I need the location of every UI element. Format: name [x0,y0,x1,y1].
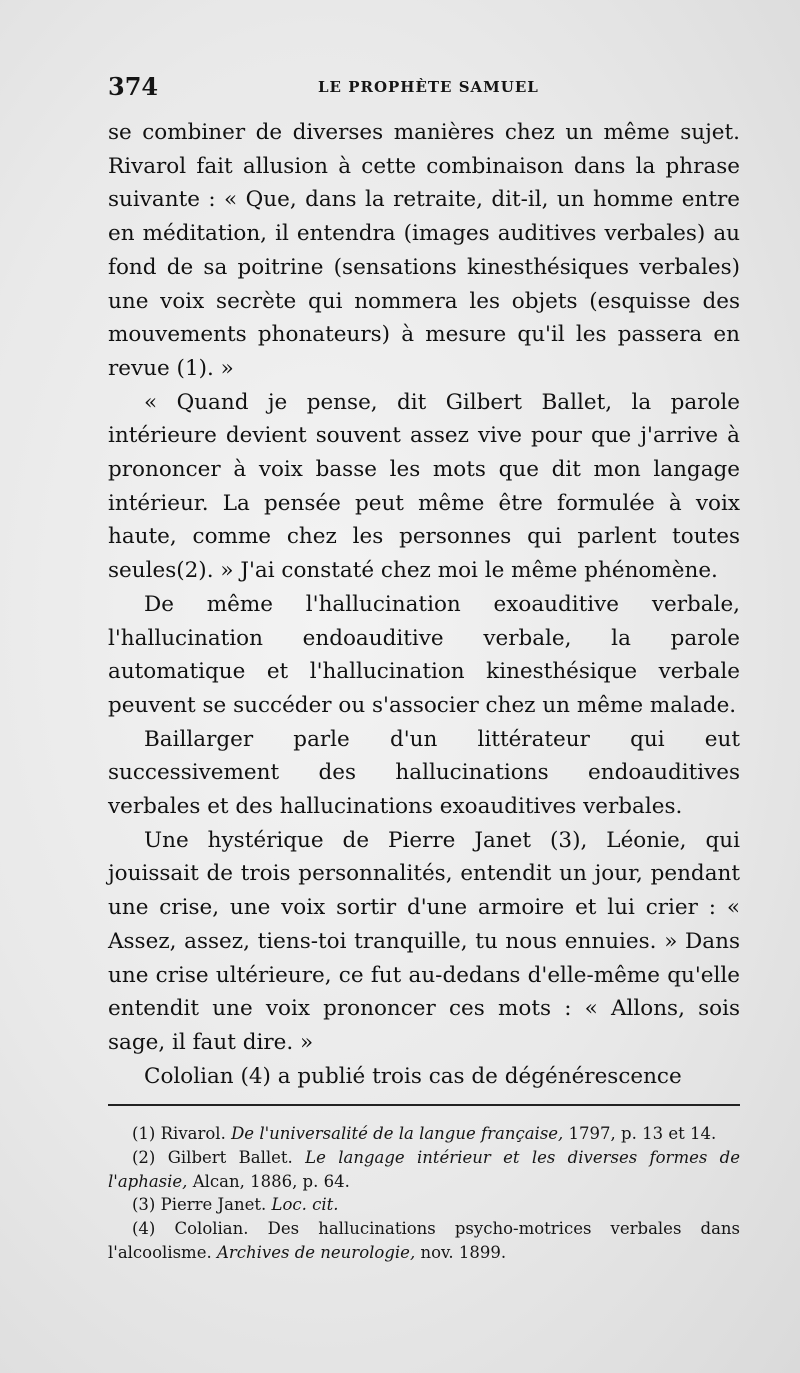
footnote [108,1122,740,1146]
footnote-mark: (3) [132,1195,156,1215]
footnote-mark: (1) [132,1124,156,1143]
running-title: LE PROPHÈTE SAMUEL [318,78,539,96]
footnote-author: Cololian. [174,1219,249,1239]
footnote [108,1193,740,1217]
footnote-author: Pierre Janet. [160,1195,267,1215]
footnote-mark: (2) [132,1147,156,1167]
footnote-divider [108,1104,740,1106]
footnote-rest: Des hallucinations psycho-motrices verbales dans l'alcoolisme. [108,1219,741,1262]
footnote-title: De l'universalité de la langue française, [231,1124,564,1143]
footnote-journal: Archives de neurologie, [216,1242,416,1262]
paragraph: Une hystérique de Pierre Janet (3), Léonie, qui jouissait de trois personnalités, entendit un jour, pendant une crise, une voix sortir d'une armoire et lui crier : « Assez, assez, tiens-toi tranquille, tu nous ennuies. » Dans une crise ultérieure, ce fut au-dedans d'elle-même qu'elle entendit une voix prononcer ces mots : « Allons, sois sage, il faut dire. » [108,827,740,1055]
paragraph: Baillarger parle d'un littérateur qui eut successivement des hallucinations endoauditives verbales et des hallucinations exoauditives verbales. [108,726,740,820]
paragraph: « Quand je pense, dit Gilbert Ballet, la parole intérieure devient souvent assez vive pour que j'arrive à prononcer à voix basse les mots que dit mon langage intérieur. La pensée peut même être formulée à voix haute, comme chez les personnes qui parlent toutes seules(2). » J'ai constaté chez moi le même phénomène. [108,389,740,584]
footnote-rest: 1797, p. 13 et 14. [568,1124,717,1143]
paragraph: Cololian (4) a publié trois cas de dégénérescence [144,1063,682,1089]
footnote-rest: Alcan, 1886, p. 64. [192,1171,350,1191]
footnote-date: nov. 1899. [420,1242,507,1262]
footnote [108,1146,740,1194]
footnotes [108,1122,740,1265]
footnote-title: Loc. cit. [271,1195,339,1215]
footnote [108,1217,740,1265]
footnote-author: Gilbert Ballet. [167,1147,293,1167]
page-header [108,70,743,100]
paragraph: De même l'hallucination exoauditive verbale, l'hallucination endoauditive verbale, la parole automatique et l'hallucination kinesthésique verbale peuvent se succéder ou s'associer chez un même malade. [108,591,740,718]
page-number: 374 [108,72,159,101]
footnote-title: Le langage intérieur et les diverses formes de l'aphasie, [108,1147,740,1191]
footnote-author: Rivarol. [160,1124,226,1143]
paragraph-continued: se combiner de diverses manières chez un même sujet. Rivarol fait allusion à cette combinaison dans la phrase suivante : « Que, dans la retraite, dit-il, un homme entre en méditation, il entendra (images auditives verbales) au fond de sa poitrine (sensations kinesthésiques verbales) une voix secrète qui nommera les objets (esquisse des mouvements phonateurs) à mesure qu'il les passera en revue (1). » [108,120,740,381]
footnote-mark: (4) [132,1219,156,1239]
body-text [108,116,740,1093]
